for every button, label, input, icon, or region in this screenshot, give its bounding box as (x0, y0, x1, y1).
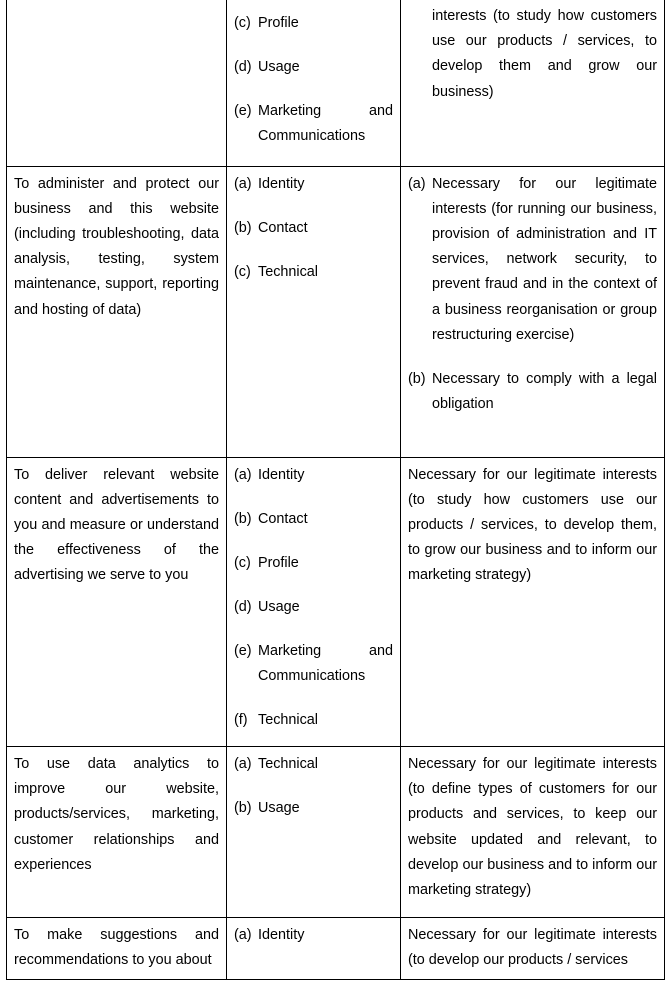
table-row (7, 746, 665, 917)
item-text: Marketing and Communications (258, 642, 393, 684)
item-label: (a) (234, 926, 252, 943)
item-text: Profile (258, 554, 299, 571)
item-text: Usage (258, 799, 300, 816)
item-label: (b) (234, 219, 252, 236)
table-row (7, 917, 665, 979)
item-text: interests (to study how customers use our products / services, to develop them and grow our business) (432, 8, 657, 100)
list-item (234, 507, 393, 532)
list-item (234, 639, 393, 689)
table-row (7, 457, 665, 746)
list-item (234, 55, 393, 80)
purpose-text: To administer and protect our business and this website (including troubleshooting, data analysis, testing, system maintenance, support, reporting and hosting of data) (14, 175, 219, 318)
item-label: (e) (234, 642, 252, 659)
item-text: Technical (258, 263, 318, 280)
list-item (234, 99, 393, 149)
list-item (408, 172, 657, 348)
item-text: Identity (258, 466, 305, 483)
item-text: Usage (258, 59, 300, 75)
item-text: Marketing and Communications (258, 103, 393, 145)
lawful-basis-cell (401, 746, 665, 917)
list-item (234, 708, 393, 733)
item-label: (b) (234, 510, 252, 527)
item-label: (c) (234, 15, 251, 31)
table-row (7, 0, 665, 166)
list-item (234, 463, 393, 488)
item-text: Identity (258, 926, 305, 943)
data-type-cell (227, 746, 401, 917)
lawful-basis-text: Necessary for our legitimate interests (to study how customers use our products / services, to develop them, to grow our business and to inform our marketing strategy) (408, 466, 657, 584)
data-type-cell (227, 166, 401, 457)
lawful-basis-cell (401, 166, 665, 457)
purpose-text: To deliver relevant website content and advertisements to you and measure or understand the effectiveness of the advertising we serve to you (14, 466, 219, 584)
data-type-cell (227, 457, 401, 746)
data-type-cell (227, 0, 401, 166)
item-label: (c) (234, 263, 251, 280)
item-label: (a) (234, 755, 252, 772)
item-label: (d) (234, 598, 252, 615)
lawful-basis-cell (401, 0, 665, 166)
item-text: Technical (258, 755, 318, 772)
item-text: Profile (258, 15, 299, 31)
data-type-cell (227, 917, 401, 979)
item-label: (a) (408, 175, 426, 192)
lawful-basis-table (6, 0, 665, 980)
item-text: Necessary for our legitimate interests (for running our business, provision of administration and IT services, network security, to prevent fraud and in the context of a business reorganisation or group restructuring exercise) (432, 175, 657, 343)
lawful-basis-cell (401, 917, 665, 979)
purpose-text: To make suggestions and recommendations to you about (14, 926, 219, 969)
lawful-basis-cell (401, 457, 665, 746)
item-text: Usage (258, 598, 300, 615)
purpose-cell (7, 457, 227, 746)
lawful-basis-text: Necessary for our legitimate interests (to define types of customers for our products and services, to keep our website updated and relevant, to develop our business and to inform our marketing strategy) (408, 755, 657, 898)
list-item (234, 595, 393, 620)
list-item (408, 4, 657, 105)
list-item (234, 752, 393, 777)
item-label: (c) (234, 554, 251, 571)
list-item (234, 796, 393, 821)
list-item (234, 551, 393, 576)
purpose-cell (7, 917, 227, 979)
purpose-cell (7, 746, 227, 917)
item-label: (b) (234, 799, 252, 816)
table-row (7, 166, 665, 457)
item-text: Necessary to comply with a legal obligation (432, 370, 657, 412)
list-item (234, 172, 393, 197)
item-label: (f) (234, 711, 248, 728)
purpose-cell (7, 166, 227, 457)
item-label: (d) (234, 59, 252, 75)
list-item (234, 923, 393, 948)
purpose-text: To use data analytics to improve our website, products/services, marketing, customer relationships and experiences (14, 755, 219, 873)
item-text: Contact (258, 219, 308, 236)
item-text: Technical (258, 711, 318, 728)
item-text: Identity (258, 175, 305, 192)
list-item (234, 216, 393, 241)
list-item (408, 367, 657, 417)
item-label: (a) (234, 175, 252, 192)
list-item (234, 260, 393, 285)
item-label: (b) (408, 370, 426, 387)
item-label: (a) (234, 466, 252, 483)
item-label: (e) (234, 103, 252, 119)
lawful-basis-text: Necessary for our legitimate interests (to develop our products / services (408, 926, 657, 969)
list-item (234, 11, 393, 36)
item-text: Contact (258, 510, 308, 527)
purpose-cell (7, 0, 227, 166)
